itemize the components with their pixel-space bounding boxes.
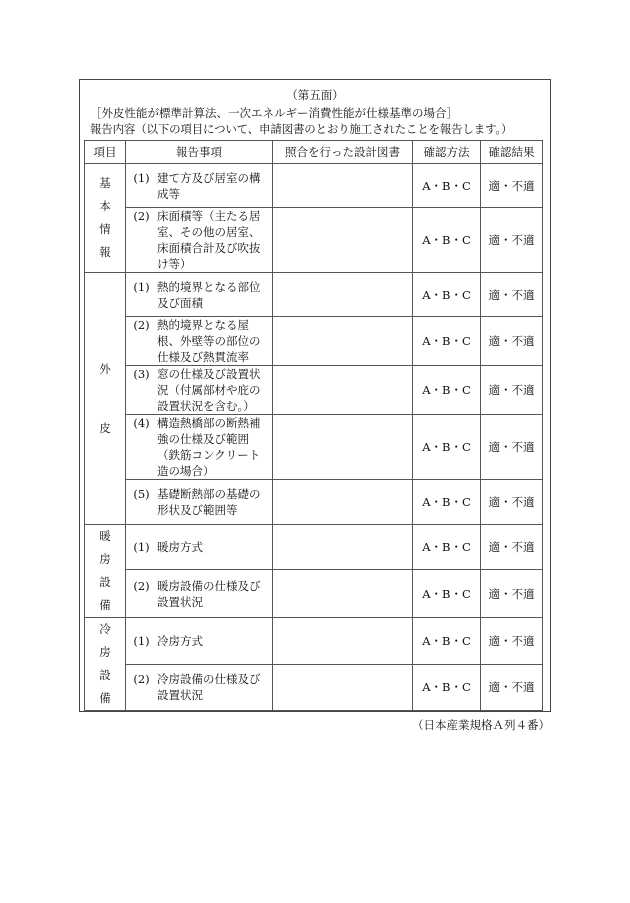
method-options[interactable]: A・B・C [413, 480, 481, 525]
drawing-cell[interactable] [273, 525, 413, 570]
item-number: (4) [133, 416, 150, 430]
category-label [85, 618, 126, 711]
method-options[interactable]: A・B・C [413, 618, 481, 665]
item-text: 窓の仕様及び設置状況（付属部材や庇の設置状況を含む。） [157, 367, 261, 413]
report-item [126, 317, 273, 366]
drawing-cell[interactable] [273, 366, 413, 415]
category-char: 本 [99, 199, 111, 213]
item-text: 熱的境界となる屋根、外壁等の部位の仕様及び熱貫流率 [157, 318, 261, 364]
table-row [85, 570, 543, 618]
item-number: (2) [133, 672, 150, 687]
table-row [85, 273, 543, 317]
method-options[interactable]: A・B・C [413, 525, 481, 570]
report-item [126, 570, 273, 618]
method-options[interactable]: A・B・C [413, 164, 481, 208]
report-item [126, 618, 273, 665]
form-frame [79, 79, 551, 712]
category-char: 房 [99, 552, 111, 566]
method-options[interactable]: A・B・C [413, 570, 481, 618]
table-row [85, 618, 543, 665]
header-result: 確認結果 [481, 141, 543, 164]
category-char: 設 [99, 575, 111, 589]
item-text: 冷房設備の仕様及び設置状況 [157, 672, 261, 703]
category-char: 房 [99, 645, 111, 659]
header-category: 項目 [85, 141, 126, 164]
result-options[interactable]: 適・不適 [481, 164, 543, 208]
table-row [85, 208, 543, 273]
table-row [85, 525, 543, 570]
method-options[interactable]: A・B・C [413, 415, 481, 480]
category-label [85, 273, 126, 525]
result-options[interactable]: 適・不適 [481, 366, 543, 415]
method-options[interactable]: A・B・C [413, 366, 481, 415]
item-number: (2) [133, 209, 150, 223]
item-number: (2) [133, 578, 150, 593]
item-text: 暖房方式 [157, 540, 203, 555]
item-number: (1) [133, 540, 150, 555]
page-label: （第五面） [286, 88, 344, 102]
item-text: 構造熱橋部の断熱補強の仕様及び範囲（鉄筋コンクリート造の場合） [157, 416, 261, 478]
category-char: 基 [99, 176, 111, 190]
table-body [85, 164, 543, 711]
drawing-cell[interactable] [273, 208, 413, 273]
result-options[interactable]: 適・不適 [481, 208, 543, 273]
result-options[interactable]: 適・不適 [481, 664, 543, 711]
table-header-row [85, 141, 543, 164]
category-label [85, 525, 126, 618]
result-options[interactable]: 適・不適 [481, 480, 543, 525]
item-number: (5) [133, 487, 150, 501]
table-row [85, 366, 543, 415]
report-item [126, 480, 273, 525]
report-intro: 報告内容（以下の項目について、申請図書のとおり施工されたことを報告します。） [90, 122, 513, 136]
item-text: 床面積等（主たる居室、その他の居室、床面積合計及び吹抜け等） [157, 209, 261, 271]
drawing-cell[interactable] [273, 273, 413, 317]
category-char: 情 [99, 222, 111, 236]
report-item [126, 273, 273, 317]
drawing-cell[interactable] [273, 415, 413, 480]
item-text: 熱的境界となる部位及び面積 [157, 279, 261, 310]
drawing-cell[interactable] [273, 570, 413, 618]
header-method: 確認方法 [413, 141, 481, 164]
item-number: (1) [133, 170, 150, 185]
item-text: 冷房方式 [157, 633, 203, 648]
item-text: 基礎断熱部の基礎の形状及び範囲等 [157, 487, 261, 517]
drawing-cell[interactable] [273, 480, 413, 525]
item-number: (3) [133, 367, 150, 381]
result-options[interactable]: 適・不適 [481, 273, 543, 317]
item-text: 暖房設備の仕様及び設置状況 [157, 578, 261, 609]
condition-note: ［外皮性能が標準計算法、一次エネルギー消費性能が仕様基準の場合］ [90, 106, 458, 120]
result-options[interactable]: 適・不適 [481, 415, 543, 480]
result-options[interactable]: 適・不適 [481, 570, 543, 618]
category-char: 設 [99, 668, 111, 682]
report-item [126, 366, 273, 415]
method-options[interactable]: A・B・C [413, 664, 481, 711]
result-options[interactable]: 適・不適 [481, 618, 543, 665]
table-row [85, 415, 543, 480]
method-options[interactable]: A・B・C [413, 273, 481, 317]
header-item: 報告事項 [126, 141, 273, 164]
method-options[interactable]: A・B・C [413, 317, 481, 366]
header-drawing: 照合を行った設計図書 [273, 141, 413, 164]
paper-size-note: （日本産業規格Ａ列４番） [412, 718, 550, 732]
category-char: 外 [99, 361, 111, 376]
drawing-cell[interactable] [273, 618, 413, 665]
category-char: 報 [99, 245, 111, 259]
result-options[interactable]: 適・不適 [481, 525, 543, 570]
category-char: 備 [99, 598, 111, 612]
table-row [85, 664, 543, 711]
report-item [126, 164, 273, 208]
report-item [126, 664, 273, 711]
table-row [85, 317, 543, 366]
method-options[interactable]: A・B・C [413, 208, 481, 273]
report-item [126, 208, 273, 273]
category-char: 暖 [99, 529, 111, 543]
item-number: (2) [133, 318, 150, 332]
category-char: 冷 [99, 622, 111, 636]
item-text: 建て方及び居室の構成等 [157, 170, 261, 201]
report-item [126, 415, 273, 480]
item-number: (1) [133, 633, 150, 648]
report-item [126, 525, 273, 570]
drawing-cell[interactable] [273, 164, 413, 208]
category-char: 皮 [99, 420, 111, 435]
drawing-cell[interactable] [273, 317, 413, 366]
item-number: (1) [133, 279, 150, 294]
drawing-cell[interactable] [273, 664, 413, 711]
report-table [84, 140, 543, 711]
category-char: 備 [99, 691, 111, 705]
table-row [85, 480, 543, 525]
category-label [85, 164, 126, 273]
result-options[interactable]: 適・不適 [481, 317, 543, 366]
table-row [85, 164, 543, 208]
